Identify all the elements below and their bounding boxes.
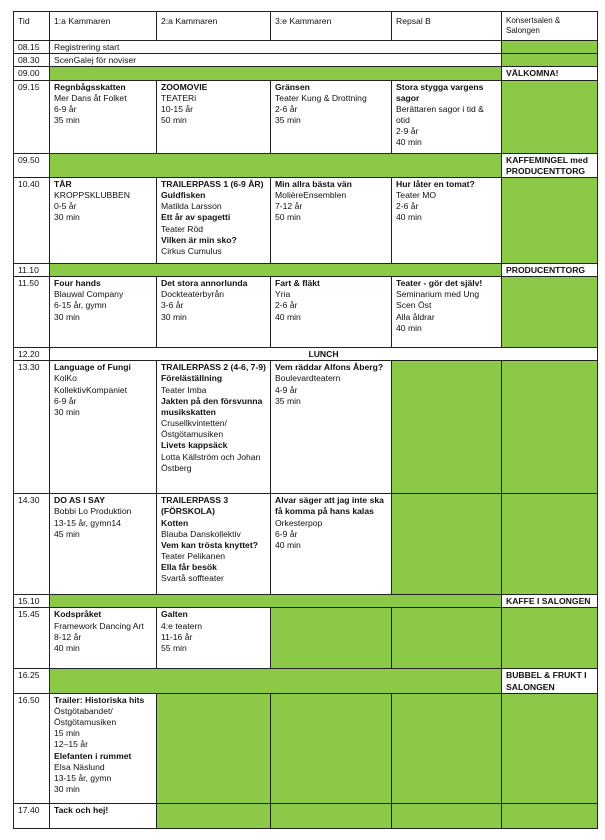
session-cell: [50, 494, 157, 595]
session-detail: 30 min: [161, 311, 187, 322]
header-row: [14, 12, 598, 41]
session-detail: 12–15 år: [54, 739, 88, 750]
session-detail: 8-12 år: [54, 631, 82, 642]
time-cell: 13.30: [14, 361, 50, 494]
session-detail: 2-6 år: [275, 300, 298, 311]
break-label-text: PRODUCENTTORG: [506, 264, 586, 275]
break-label-text: KAFFEMINGEL med PRODUCENTTORG: [506, 154, 588, 176]
time-cell: 15.45: [14, 608, 50, 669]
time-cell: 17.40: [14, 803, 50, 828]
col-header-room2: 2:a Kammaren: [157, 12, 271, 41]
break-label: [502, 263, 598, 276]
col-header-room5: Konsertsalen & Salongen: [502, 12, 598, 41]
time-cell: 16.50: [14, 693, 50, 803]
session-cell: [50, 608, 157, 669]
session-detail: 15 min: [54, 728, 80, 739]
session-title: Vem räddar Alfons Åberg?: [275, 362, 384, 373]
green-cell: [392, 803, 502, 828]
session-detail: Teater MO: [396, 190, 437, 201]
green-cell: [392, 693, 502, 803]
session-title: TÅR: [54, 178, 72, 189]
session-title: Galten: [161, 609, 188, 620]
session-cell: [157, 608, 271, 669]
announcement-cell: ScenGalej för noviser: [50, 54, 502, 67]
session-detail: MolièreEnsemblen: [275, 190, 347, 201]
session-cell: [271, 494, 392, 595]
session-cell: [157, 361, 271, 494]
col-header-room4: Repsal B: [392, 12, 502, 41]
break-label-text: VÄLKOMNA!: [506, 68, 559, 79]
green-cell: [502, 41, 598, 54]
session-detail: Svartå soffteater: [161, 573, 224, 584]
session-title: Vem kan trösta knyttet?: [161, 539, 258, 550]
session-detail: 40 min: [54, 642, 80, 653]
session-title: Four hands: [54, 278, 101, 289]
session-title: Stora stygga vargens sagor: [396, 81, 484, 103]
time-cell: 09.00: [14, 67, 50, 80]
session-detail: 30 min: [54, 406, 80, 417]
session-title: Kodspråket: [54, 609, 102, 620]
schedule-row: [14, 608, 598, 669]
session-cell: [157, 177, 271, 263]
schedule-row: [14, 494, 598, 595]
session-detail: Mer Dans åt Folket: [54, 92, 127, 103]
green-cell: [50, 67, 502, 80]
session-detail: Teater Röd: [161, 223, 204, 234]
session-detail: Elsa Näslund: [54, 761, 105, 772]
session-cell: [157, 80, 271, 153]
session-title: Vilken är min sko?: [161, 234, 237, 245]
green-cell: [50, 669, 502, 693]
session-detail: 2-6 år: [396, 201, 419, 212]
session-cell: [50, 693, 157, 803]
break-label: [502, 669, 598, 693]
session-title: Regnbågsskatten: [54, 81, 126, 92]
green-cell: [50, 595, 502, 608]
session-cell: [50, 80, 157, 153]
time-cell: 15.10: [14, 595, 50, 608]
session-cell: [157, 494, 271, 595]
schedule-row: [14, 595, 598, 608]
green-cell: [392, 361, 502, 494]
schedule-row: [14, 263, 598, 276]
time-cell: 08.30: [14, 54, 50, 67]
session-title: Hur låter en tomat?: [396, 178, 475, 189]
time-cell: 09.15: [14, 80, 50, 153]
time-cell: 10.40: [14, 177, 50, 263]
lunch-cell: [50, 348, 598, 361]
session-title: ZOOMOVIE: [161, 81, 208, 92]
schedule-row: [14, 41, 598, 54]
session-title: TRAILERPASS 3 (FÖRSKOLA): [161, 495, 229, 517]
time-cell: 11.10: [14, 263, 50, 276]
time-cell: 11.50: [14, 277, 50, 348]
time-cell: 12.20: [14, 348, 50, 361]
break-label: [502, 67, 598, 80]
session-detail: 30 min: [54, 311, 80, 322]
lunch-label: LUNCH: [308, 349, 339, 360]
col-header-room3: 3:e Kammaren: [271, 12, 392, 41]
green-cell: [157, 803, 271, 828]
session-title: Language of Fungi: [54, 362, 131, 373]
session-cell: [50, 361, 157, 494]
time-cell: 14.30: [14, 494, 50, 595]
green-cell: [392, 494, 502, 595]
session-detail: 6-15 år, gymn: [54, 300, 107, 311]
session-title: Det stora annorlunda: [161, 278, 248, 289]
schedule-row: [14, 693, 598, 803]
session-detail: KROPPSKLUBBEN: [54, 190, 130, 201]
session-title: Elefanten i rummet: [54, 750, 132, 761]
green-cell: [502, 177, 598, 263]
session-detail: Dockteaterbyrån: [161, 289, 225, 300]
session-detail: 50 min: [161, 115, 187, 126]
green-cell: [502, 277, 598, 348]
session-detail: Lotta Källström och Johan Östberg: [161, 451, 261, 473]
session-detail: Crusellkvintetten/ Östgötamusiken: [161, 418, 227, 440]
session-detail: 10-15 år: [161, 103, 194, 114]
time-cell: 16.25: [14, 669, 50, 693]
schedule-row: [14, 361, 598, 494]
break-label: [502, 153, 598, 177]
session-detail: 3-6 år: [161, 300, 184, 311]
session-title: Ella får besök: [161, 562, 217, 573]
session-title: Trailer: Historiska hits: [54, 694, 145, 705]
session-detail: 40 min: [396, 212, 422, 223]
green-cell: [271, 608, 392, 669]
session-title: TRAILERPASS 2 (4-6, 7-9): [161, 362, 266, 373]
session-detail: Berättaren sagor i tid & otid: [396, 103, 484, 126]
session-detail: 7-12 år: [275, 201, 303, 212]
green-cell: [392, 608, 502, 669]
schedule-table: [13, 11, 598, 829]
green-cell: [50, 263, 502, 276]
session-detail: 50 min: [275, 212, 301, 223]
green-cell: [502, 608, 598, 669]
session-detail: Teater Pelikanen: [161, 551, 226, 562]
time-cell: 09.50: [14, 153, 50, 177]
session-cell: [50, 803, 157, 828]
session-cell: [50, 277, 157, 348]
session-title: Alvar säger att jag inte ska få komma på hans kalas: [275, 495, 384, 517]
break-label: [502, 595, 598, 608]
green-cell: [502, 80, 598, 153]
session-detail: 4:e teatern: [161, 620, 203, 631]
session-detail: 35 min: [275, 115, 301, 126]
session-detail: 35 min: [275, 395, 301, 406]
session-cell: [392, 80, 502, 153]
session-detail: 6-9 år: [54, 103, 77, 114]
break-label-text: KAFFE I SALONGEN: [506, 596, 591, 607]
session-detail: Alla åldrar: [396, 311, 435, 322]
session-detail: 2-6 år: [275, 103, 298, 114]
green-cell: [502, 494, 598, 595]
session-detail: Blauba Danskollektiv: [161, 528, 241, 539]
session-title: Föreläställning: [161, 373, 223, 384]
session-detail: Bobbi Lo Produktion: [54, 506, 132, 517]
session-detail: Yria: [275, 289, 291, 300]
green-cell: [502, 803, 598, 828]
green-cell: [271, 693, 392, 803]
session-detail: Östgötabandet/ Östgötamusiken: [54, 705, 117, 728]
session-cell: [157, 277, 271, 348]
schedule-row: [14, 348, 598, 361]
session-title: Tack och hej!: [54, 804, 109, 815]
session-detail: KollektivKompaniet: [54, 384, 128, 395]
session-detail: 11-16 år: [161, 631, 193, 642]
green-cell: [157, 693, 271, 803]
session-detail: 13-15 år, gymn: [54, 772, 112, 783]
session-detail: 2-9 år: [396, 126, 419, 137]
session-title: Guldfisken: [161, 190, 206, 201]
session-detail: Teater Kung & Drottning: [275, 92, 367, 103]
schedule-row: [14, 153, 598, 177]
session-detail: 55 min: [161, 642, 187, 653]
session-detail: 40 min: [396, 322, 422, 333]
session-title: Min allra bästa vän: [275, 178, 352, 189]
announcement-cell: Registrering start: [50, 41, 502, 54]
green-cell: [502, 693, 598, 803]
schedule-row: [14, 803, 598, 828]
session-detail: 30 min: [54, 212, 80, 223]
session-cell: [271, 277, 392, 348]
session-detail: 30 min: [54, 784, 80, 795]
session-title: DO AS I SAY: [54, 495, 105, 506]
schedule-row: [14, 177, 598, 263]
green-cell: [50, 153, 502, 177]
session-detail: 6-9 år: [275, 528, 298, 539]
session-detail: 13-15 år, gymn14: [54, 517, 121, 528]
schedule-row: [14, 277, 598, 348]
session-detail: TEATERi: [161, 92, 197, 103]
session-title: Teater - gör det själv!: [396, 278, 483, 289]
session-title: Livets kappsäck: [161, 440, 228, 451]
break-label-text: BUBBEL & FRUKT I SALONGEN: [506, 670, 587, 692]
session-detail: 40 min: [396, 137, 422, 148]
session-title: Ett år av spagetti: [161, 212, 231, 223]
schedule-row: [14, 54, 598, 67]
schedule-row: [14, 80, 598, 153]
time-cell: 08.15: [14, 41, 50, 54]
session-detail: Orkesterpop: [275, 517, 323, 528]
session-detail: 6-9 år: [54, 395, 77, 406]
session-detail: KolKo: [54, 373, 77, 384]
session-detail: 40 min: [275, 539, 301, 550]
session-detail: 0-5 år: [54, 201, 77, 212]
session-cell: [271, 80, 392, 153]
session-detail: Matilda Larsson: [161, 201, 222, 212]
session-detail: Framework Dancing Art: [54, 620, 144, 631]
session-cell: [50, 177, 157, 263]
session-cell: [271, 361, 392, 494]
session-title: Gränsen: [275, 81, 310, 92]
session-detail: Teater Imba: [161, 384, 207, 395]
schedule-row: [14, 669, 598, 693]
session-detail: 40 min: [275, 311, 301, 322]
session-detail: Boulevardteatern: [275, 373, 341, 384]
green-cell: [502, 54, 598, 67]
green-cell: [271, 803, 392, 828]
session-title: Kotten: [161, 517, 189, 528]
session-title: Jakten på den försvunna musikskatten: [161, 395, 263, 417]
green-cell: [502, 361, 598, 494]
col-header-room1: 1:a Kammaren: [50, 12, 157, 41]
col-header-time: Tid: [14, 12, 50, 41]
session-detail: Seminarium med Ung Scen Öst: [396, 289, 480, 311]
session-detail: 35 min: [54, 115, 80, 126]
session-cell: [271, 177, 392, 263]
session-cell: [392, 277, 502, 348]
session-detail: Blauwal Company: [54, 289, 124, 300]
session-detail: Cirkus Cumulus: [161, 245, 222, 256]
session-detail: 4-9 år: [275, 384, 298, 395]
session-title: TRAILERPASS 1 (6-9 ÅR): [161, 178, 264, 189]
session-title: Fart & fläkt: [275, 278, 320, 289]
session-cell: [392, 177, 502, 263]
session-detail: 45 min: [54, 528, 80, 539]
schedule-row: [14, 67, 598, 80]
